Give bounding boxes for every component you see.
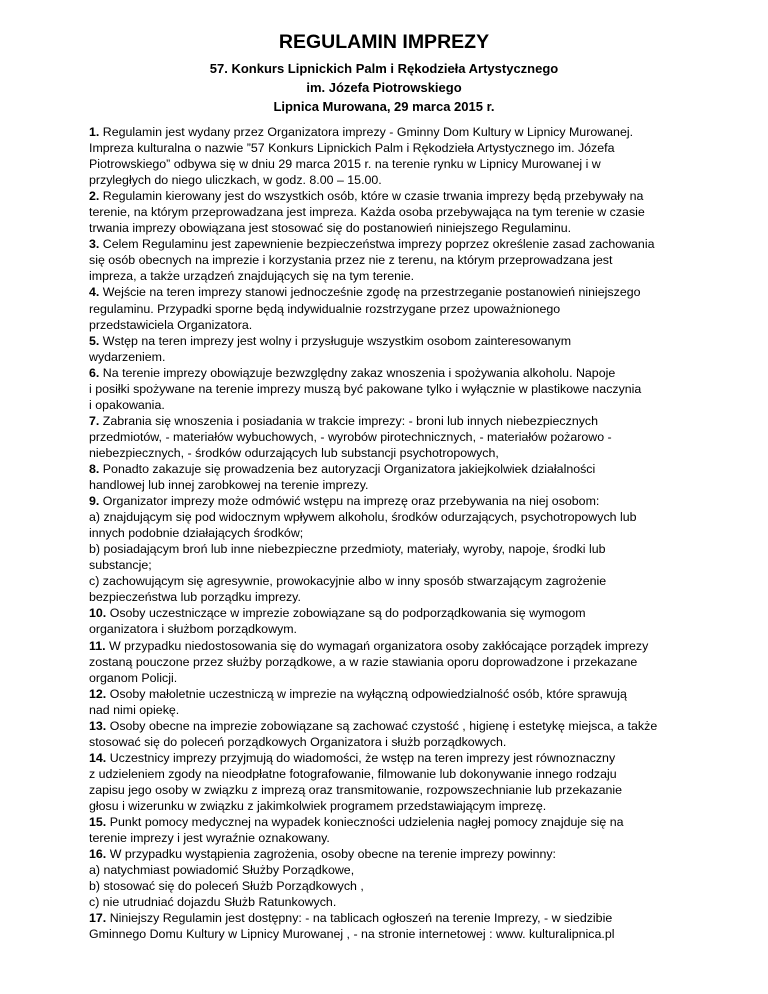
regulation-paragraph xyxy=(89,188,689,236)
paragraph-line: innych podobnie działających środków; xyxy=(89,526,304,541)
paragraph-number: 3. xyxy=(89,237,100,252)
subtitle-line: 57. Konkurs Lipnickich Palm i Rękodzieła Artystycznego xyxy=(209,61,559,76)
paragraph-line: i posiłki spożywane na terenie imprezy muszą być pakowane tylko i wyłącznie w plastikowe naczynia xyxy=(89,381,642,396)
regulation-paragraph xyxy=(89,493,689,605)
paragraph-line: Regulamin jest wydany przez Organizatora imprezy - Gminny Dom Kultury w Lipnicy Murowanej. xyxy=(102,125,634,139)
paragraph-line: a) znajdującym się pod widocznym wpływem alkoholu, środków odurzających, psychotropowych lub xyxy=(89,510,637,525)
paragraph-line: niebezpiecznych, - środków odurzających lub substancji psychotropowych, xyxy=(89,445,499,460)
regulation-paragraph xyxy=(89,814,689,846)
paragraph-line: Wstęp na teren imprezy jest wolny i przysługuje wszystkim osobom zainteresowanym xyxy=(102,333,572,348)
paragraph-line: Uczestnicy imprezy przyjmują do wiadomości, że wstęp na teren imprezy jest równoznaczny xyxy=(109,750,616,765)
paragraph-number: 15. xyxy=(89,815,107,830)
paragraph-number: 5. xyxy=(89,333,100,348)
paragraph-number: 10. xyxy=(89,606,107,621)
regulation-paragraph xyxy=(89,605,689,637)
paragraph-number: 17. xyxy=(89,911,107,926)
paragraph-line: impreza, a także urządzeń znajdujących się na tym terenie. xyxy=(89,269,415,284)
paragraph-line: Wejście na teren imprezy stanowi jednocześnie zgodę na przestrzeganie postanowień niniejszego xyxy=(102,285,641,300)
regulation-paragraph xyxy=(89,686,689,718)
paragraph-line: c) zachowującym się agresywnie, prowokacyjnie albo w inny sposób stwarzającym zagrożenie xyxy=(89,574,607,589)
paragraph-number: 14. xyxy=(89,750,107,765)
paragraph-line: wydarzeniem. xyxy=(89,349,166,364)
paragraph-line: Osoby obecne na imprezie zobowiązane są zachować czystość , higienę i estetykę miejsca, a także xyxy=(109,718,658,733)
paragraph-number: 11. xyxy=(89,638,106,653)
paragraph-line: i opakowania. xyxy=(89,397,165,412)
paragraph-line: Organizator imprezy może odmówić wstępu na imprezę oraz przebywania na niej osobom: xyxy=(102,494,600,509)
paragraph-line: Celem Regulaminu jest zapewnienie bezpieczeństwa imprezy poprzez określenie zasad zachowania xyxy=(102,237,655,252)
paragraph-line: W przypadku niedostosowania się do wymagań organizatora osoby zakłócające porządek imprezy xyxy=(109,638,649,653)
regulation-paragraph xyxy=(89,124,689,188)
regulation-paragraph xyxy=(89,236,689,284)
paragraph-line: stosować się do poleceń porządkowych Organizatora i służb porządkowych. xyxy=(89,734,507,749)
paragraph-line: przedstawiciela Organizatora. xyxy=(89,317,253,332)
subtitle-line: Lipnica Murowana, 29 marca 2015 r. xyxy=(273,99,495,114)
paragraph-line: terenie imprezy i jest wyraźnie oznakowany. xyxy=(89,831,330,846)
paragraph-line: nad nimi opiekę. xyxy=(89,702,180,717)
paragraph-line: przedmiotów, - materiałów wybuchowych, - wyrobów pirotechnicznych, - materiałów pożarowo - xyxy=(89,429,612,444)
paragraph-line: regulaminu. Przypadki sporne będą indywidualnie rozstrzygane przez upoważnionego xyxy=(89,301,561,316)
paragraph-line: organom Policji. xyxy=(89,670,178,685)
paragraph-line: Osoby małoletnie uczestniczą w imprezie na wyłączną odpowiedzialność osób, które sprawują xyxy=(109,686,627,701)
regulation-paragraph xyxy=(89,413,689,461)
document-title: REGULAMIN IMPREZY xyxy=(278,31,490,53)
subtitle-line: im. Józefa Piotrowskiego xyxy=(306,80,462,95)
paragraph-line: zapisu jego osoby w związku z imprezą oraz transmitowanie, rozpowszechnianie lub przekazanie xyxy=(89,782,623,797)
paragraph-line: handlowej lub innej zarobkowej na terenie imprezy. xyxy=(89,478,369,493)
paragraph-line: substancje; xyxy=(89,558,152,573)
regulation-paragraph xyxy=(89,846,689,910)
paragraph-number: 9. xyxy=(89,494,100,509)
paragraph-line: W przypadku wystąpienia zagrożenia, osoby obecne na terenie imprezy powinny: xyxy=(109,847,556,862)
regulation-paragraph xyxy=(89,333,689,365)
paragraph-line: b) posiadającym broń lub inne niebezpieczne przedmioty, materiały, wyroby, napoje, środki lub xyxy=(89,542,606,557)
paragraph-number: 1. xyxy=(89,125,100,139)
paragraph-line: Piotrowskiego” odbywa się w dniu 29 marca 2015 r. na terenie rynku w Lipnicy Murowanej i w xyxy=(89,157,601,172)
paragraph-line: przyległych do niego uliczkach, w godz. 8.00 – 15.00. xyxy=(89,173,382,188)
document-header xyxy=(0,0,768,116)
paragraph-line: trwania imprezy obowiązana jest stosować się do postanowień niniejszego Regulaminu. xyxy=(89,221,572,236)
paragraph-line: Punkt pomocy medycznej na wypadek konieczności udzielenia nagłej pomocy znajduje się na xyxy=(109,815,624,830)
paragraph-line: bezpieczeństwa lub porządku imprezy. xyxy=(89,590,301,605)
paragraph-line: z udzieleniem zgody na nieodpłatne fotografowanie, filmowanie lub dokonywanie innego rodzaju xyxy=(89,766,617,781)
paragraph-line: terenie, na którym przeprowadzana jest impreza. Każda osoba przebywająca na tym terenie w czasie xyxy=(89,205,645,220)
regulation-paragraph xyxy=(89,910,689,942)
paragraph-number: 8. xyxy=(89,461,100,476)
paragraph-line: głosu i wizerunku w związku z jakimkolwiek programem przedstawiającym imprezę. xyxy=(89,798,547,813)
paragraph-number: 16. xyxy=(89,847,107,862)
paragraph-number: 12. xyxy=(89,686,107,701)
paragraph-line: się osób obecnych na imprezie i korzystania przez nie z terenu, na którym przeprowadzana jest xyxy=(89,253,613,268)
paragraph-line: zostaną pouczone przez służby porządkowe, a w razie stawiania oporu doprowadzone i przekazane xyxy=(89,654,638,669)
paragraph-number: 13. xyxy=(89,718,107,733)
regulation-paragraph xyxy=(89,284,689,332)
regulations-body xyxy=(89,124,689,942)
paragraph-line: Ponadto zakazuje się prowadzenia bez autoryzacji Organizatora jakiejkolwiek działalności xyxy=(102,461,596,476)
regulation-paragraph xyxy=(89,638,689,686)
regulation-paragraph xyxy=(89,718,689,750)
regulation-paragraph xyxy=(89,461,689,493)
regulation-paragraph xyxy=(89,365,689,413)
paragraph-line: Zabrania się wnoszenia i posiadania w trakcie imprezy: - broni lub innych niebezpiecznych xyxy=(102,413,598,428)
paragraph-line: Gminnego Domu Kultury w Lipnicy Murowanej , - na stronie internetowej : www. kulturalipnica.pl xyxy=(89,927,615,942)
paragraph-line: Niniejszy Regulamin jest dostępny: - na tablicach ogłoszeń na terenie Imprezy, - w siedzibie xyxy=(109,911,613,926)
paragraph-line: a) natychmiast powiadomić Służby Porządkowe, xyxy=(89,863,355,878)
paragraph-line: organizatora i służbom porządkowym. xyxy=(89,622,297,637)
paragraph-number: 7. xyxy=(89,413,100,428)
paragraph-line: Osoby uczestniczące w imprezie zobowiązane są do podporządkowania się wymogom xyxy=(109,606,586,621)
paragraph-number: 4. xyxy=(89,285,100,300)
paragraph-line: b) stosować się do poleceń Służb Porządkowych , xyxy=(89,879,364,894)
regulation-paragraph xyxy=(89,750,689,814)
paragraph-number: 6. xyxy=(89,365,100,380)
paragraph-line: Na terenie imprezy obowiązuje bezwzględny zakaz wnoszenia i spożywania alkoholu. Napoje xyxy=(102,365,616,380)
paragraph-line: Impreza kulturalna o nazwie ”57 Konkurs Lipnickich Palm i Rękodzieła Artystycznego im. Józefa xyxy=(89,141,615,156)
paragraph-line: c) nie utrudniać dojazdu Służb Ratunkowych. xyxy=(89,895,337,910)
paragraph-line: Regulamin kierowany jest do wszystkich osób, które w czasie trwania imprezy będą przebywały na xyxy=(102,189,644,204)
paragraph-number: 2. xyxy=(89,189,100,204)
